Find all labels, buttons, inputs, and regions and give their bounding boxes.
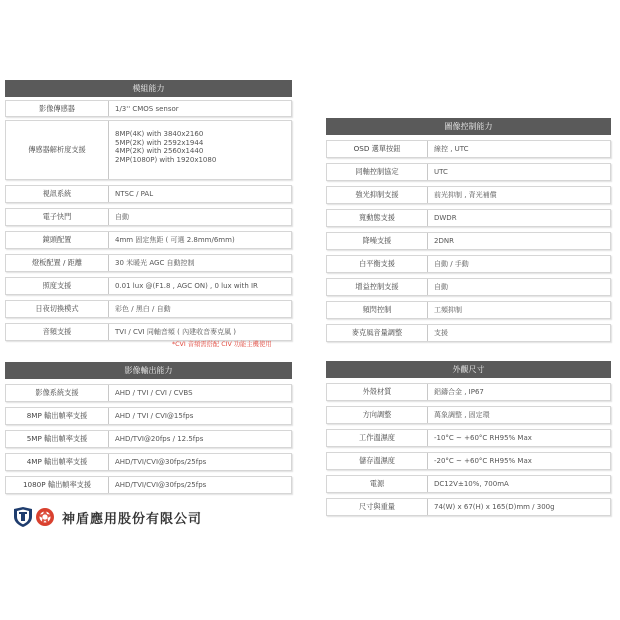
spec-label: 鏡頭配置 [6,232,109,248]
spec-value [109,121,291,179]
spec-row [5,453,292,471]
spec-row [5,185,292,203]
spec-value: 74(W) x 67(H) x 165(D)mm / 300g [434,503,555,511]
spec-value: UTC [434,168,448,176]
spec-label: 視訊系統 [6,186,109,202]
spec-label: 電源 [327,476,428,492]
spec-label: 傳感器解析度支援 [6,121,109,179]
spec-label: 影像系統支援 [6,385,109,401]
spec-label: 影像傳感器 [6,101,109,116]
module-header: 模組能力 [5,80,292,97]
spec-value: DC12V±10%, 700mA [434,480,509,488]
spec-label: 工作溫濕度 [327,430,428,446]
resolution-line: 2MP(1080P) with 1920x1080 [115,155,217,164]
module-panel [5,80,292,341]
spec-label: 日夜切換模式 [6,301,109,317]
spec-row [5,208,292,226]
spec-value: 自動 / 手動 [434,260,469,268]
spec-label: 方向調整 [327,407,428,423]
spec-row [326,452,611,470]
spec-value: 30 米暖光 AGC 自動控制 [115,259,195,267]
spec-row [326,209,611,227]
spec-value: 彩色 / 黑白 / 自動 [115,305,171,313]
video-output-header: 影像輸出能力 [5,362,292,379]
image-control-panel [326,118,611,342]
spec-value: 自動 [434,283,448,291]
spec-label: 儲存溫濕度 [327,453,428,469]
spec-label: 燈板配置 / 距離 [6,255,109,271]
spec-label: 尺寸與重量 [327,499,428,515]
spec-value: NTSC / PAL [115,190,154,198]
spec-row [326,475,611,493]
spec-row [326,140,611,158]
spec-row [326,406,611,424]
image-control-header: 圖像控制能力 [326,118,611,135]
spec-value: 0.01 lux @(F1.8 , AGC ON) , 0 lux with IR [115,282,258,290]
appearance-panel [326,361,611,516]
spec-row [326,324,611,342]
spec-label: 白平衡支援 [327,256,428,272]
spec-row [326,278,611,296]
spec-value: 自動 [115,213,129,221]
appearance-header: 外觀尺寸 [326,361,611,378]
spec-value: 2DNR [434,237,454,245]
spec-value: 4mm 固定焦距 ( 可選 2.8mm/6mm) [115,236,235,244]
spec-row [326,232,611,250]
spec-label: 同軸控制協定 [327,164,428,180]
spec-row [326,383,611,401]
spec-label: 8MP 輸出幀率支援 [6,408,109,424]
spec-row [5,384,292,402]
spec-row [5,231,292,249]
spec-row [326,301,611,319]
company-name: 神盾應用股份有限公司 [62,511,203,527]
spec-label: 寬動態支援 [327,210,428,226]
spec-value: -20°C ~ +60°C RH95% Max [434,457,532,465]
spec-value: 線控 , UTC [434,145,469,153]
spec-row [5,476,292,494]
spec-row [5,300,292,318]
spec-row [5,430,292,448]
spec-value: 鋁鑄合金 , IP67 [434,388,484,396]
spec-label: 1080P 輸出幀率支援 [6,477,109,493]
spec-label: OSD 選單按鈕 [327,141,428,157]
spec-row [326,163,611,181]
resolution-line: 4MP(2K) with 2560x1440 [115,147,204,156]
spec-value: AHD / TVI / CVI / CVBS [115,389,193,397]
spec-row [326,429,611,447]
resolution-line: 8MP(4K) with 3840x2160 [115,130,204,138]
spec-label: 強光抑制支援 [327,187,428,203]
spec-label: 降噪支援 [327,233,428,249]
company-logo [12,506,202,528]
spec-row [5,254,292,272]
spec-value: 前光抑制 , 背光補償 [434,191,497,199]
spec-value: -10°C ~ +60°C RH95% Max [434,434,532,442]
spec-label: 4MP 輸出幀率支援 [6,454,109,470]
spec-value: 1/3'' CMOS sensor [115,104,179,113]
spec-value: AHD/TVI/CVI@30fps/25fps [115,481,207,489]
spec-label: 麥克風音量調整 [327,325,428,341]
spec-label: 5MP 輸出幀率支援 [6,431,109,447]
spec-value: DWDR [434,214,457,222]
spec-row [5,277,292,295]
spec-row [5,407,292,425]
spec-value: AHD/TVI/CVI@30fps/25fps [115,458,207,466]
spec-row [326,255,611,273]
spec-value: AHD / TVI / CVI@15fps [115,412,194,420]
spec-label: 音頻支援 [6,324,109,340]
spec-row [5,120,292,180]
spec-label: 增益控制支援 [327,279,428,295]
spec-value: 萬象調整 , 固定環 [434,411,490,419]
spec-label: 電子快門 [6,209,109,225]
spec-value: AHD/TVI@20fps / 12.5fps [115,435,204,443]
video-output-panel [5,362,292,494]
spec-label: 頻閃控制 [327,302,428,318]
spec-value: 工頻抑制 [434,306,462,314]
spec-value: TVI / CVI 同軸音頻 ( 內建收音麥克風 ) [115,328,237,336]
spec-row [326,186,611,204]
audio-note: *CVI 音頻需搭配 CIV 功能主機使用 [172,341,272,348]
resolution-line: 5MP(2K) with 2592x1944 [115,138,204,147]
spec-label: 照度支援 [6,278,109,294]
shield-logo-icon [12,506,56,528]
spec-row [5,100,292,117]
spec-row [326,498,611,516]
spec-label: 外殼材質 [327,384,428,400]
spec-value: 支援 [434,329,448,337]
